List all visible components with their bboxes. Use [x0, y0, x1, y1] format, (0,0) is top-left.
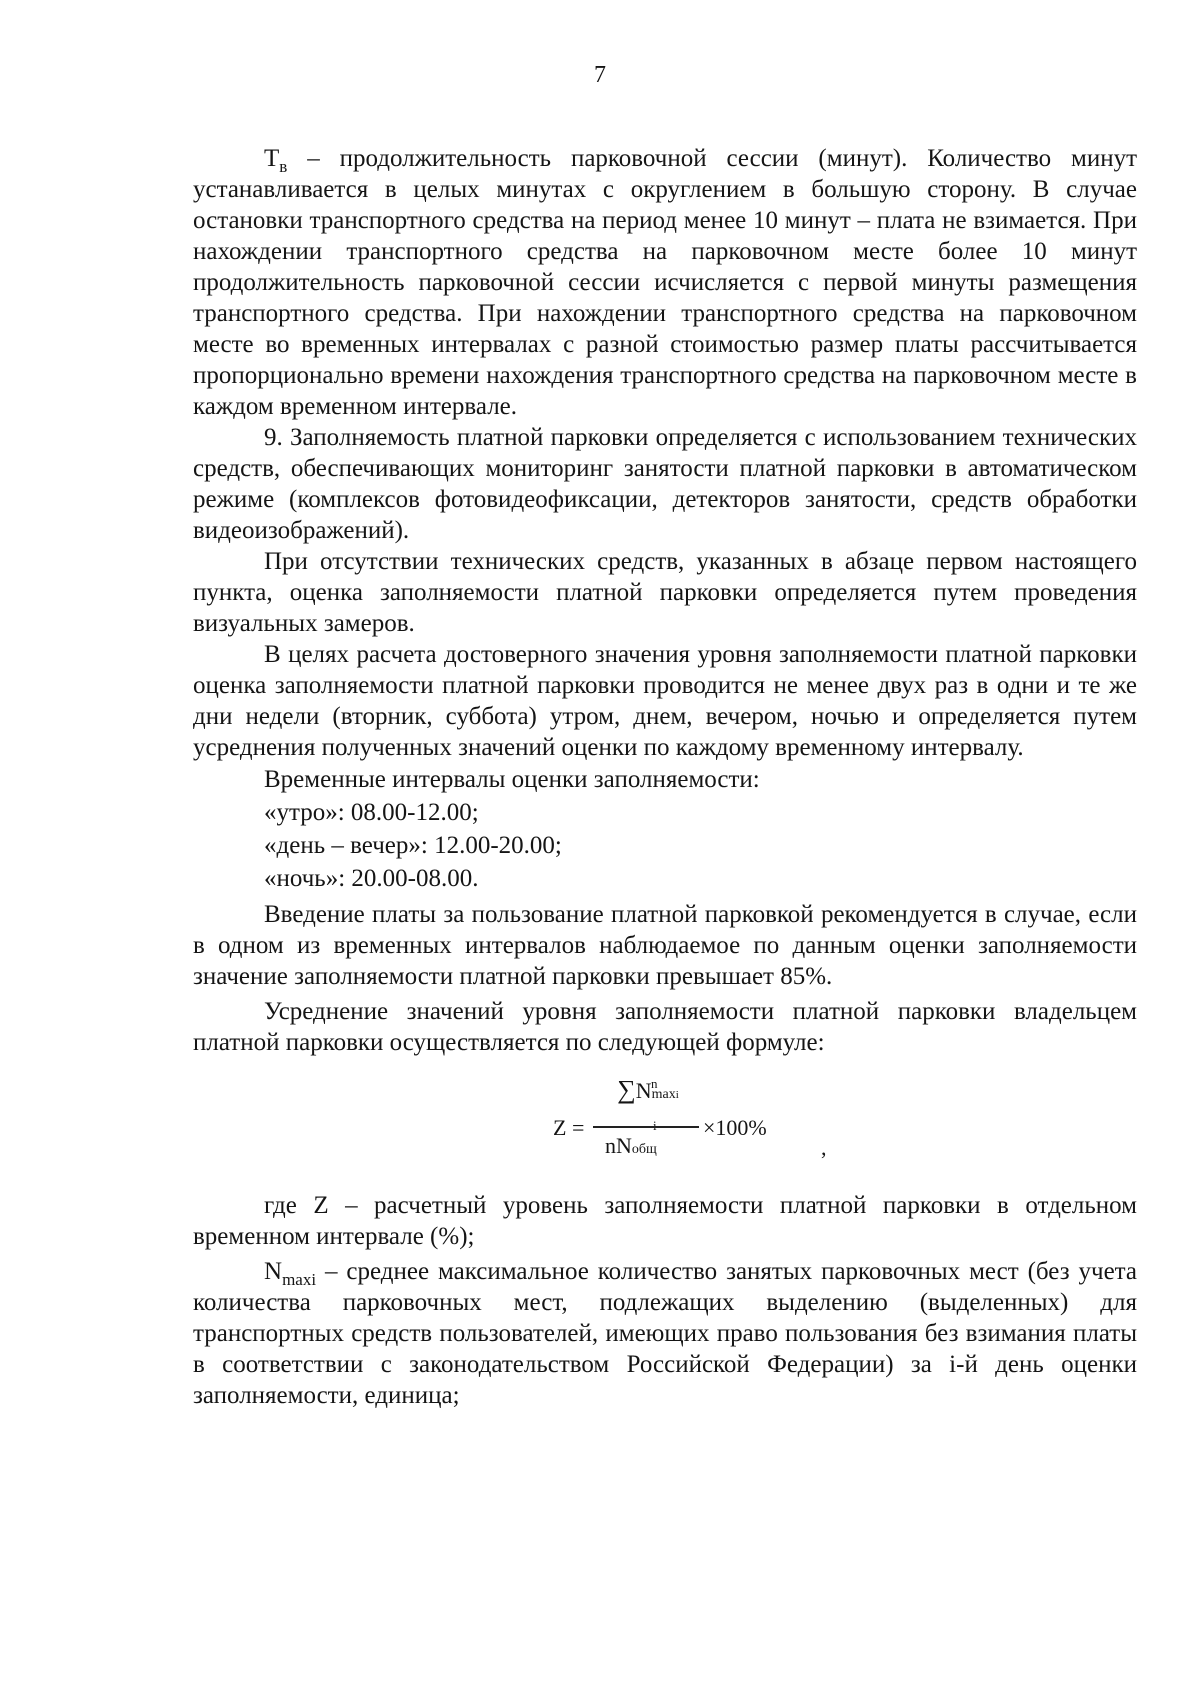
- page-number: 7: [594, 62, 606, 88]
- occupancy-formula: [553, 1070, 853, 1180]
- document-body: [193, 143, 1137, 1411]
- formula-multiplier: ×100%: [703, 1115, 767, 1140]
- nmax-definition: – среднее максимальное количество занятых парковочных мест (без учета количества парковочных мест, подлежащих выделению (выделенных) для транспортных средств пользователей, имеющих право пользования без взимания платы в соответствии с законодательством Российской Федерации) за i-й день оценки заполняемости, единица;: [193, 1258, 1137, 1409]
- formula-block: [193, 1070, 1137, 1180]
- paragraph-fee: Введение платы за пользование платной парковкой рекомендуется в случае, если в одном из временных интервалов наблюдаемое по данным оценки заполняемости значение заполняемости платной парковки превышает 85%.: [193, 901, 1137, 990]
- nmax-subscript: maxi: [282, 1270, 317, 1289]
- formula-numerator: [593, 1074, 703, 1111]
- paragraph-9: 9. Заполняемость платной парковки определяется с использованием технических средств, обеспечивающих мониторинг занятости платной парковки в автоматическом режиме (комплексов фотовидеофиксации, детекторов занятости, средств обработки видеоизображений).: [193, 424, 1137, 544]
- formula-denominator-var: nN: [605, 1133, 632, 1158]
- formula-numerator-var: N: [635, 1078, 652, 1103]
- interval-morning: «утро»: 08.00-12.00;: [264, 799, 479, 826]
- paragraph-averaging: Усреднение значений уровня заполняемости платной парковки владельцем платной парковки осуществляется по следующей формуле:: [193, 998, 1137, 1056]
- paragraph-where: где Z – расчетный уровень заполняемости платной парковки в отдельном временном интервале (%);: [193, 1192, 1137, 1250]
- intervals-list: [193, 763, 1137, 895]
- paragraph-absence: При отсутствии технических средств, указанных в абзаце первом настоящего пункта, оценка заполняемости платной парковки определяется путем проведения визуальных замеров.: [193, 548, 1137, 637]
- tv-subscript: в: [279, 157, 288, 176]
- formula-sigma: ∑: [617, 1075, 636, 1104]
- formula-numerator-sub-i: i: [675, 1089, 679, 1101]
- tv-symbol: Т: [264, 145, 280, 172]
- paragraph-purpose: В целях расчета достоверного значения уровня заполняемости платной парковки оценка заполняемости платной парковки проводится не менее двух раз в одни и те же дни недели (вторник, суббота) утром, днем, вечером, ночью и определяется путем усреднения полученных значений оценки по каждому временному интервалу.: [193, 641, 1137, 761]
- formula-denominator-sub: общ: [631, 1142, 657, 1157]
- tv-definition: – продолжительность парковочной сессии (минут). Количество минут устанавливается в целых минутах с округлением в большую сторону. В случае остановки транспортного средства на период менее 10 минут – плата не взимается. При нахождении транспортного средства на парковочном месте более 10 минут продолжительность парковочной сессии исчисляется с первой минуты размещения транспортного средства. При нахождении транспортного средства на парковочном месте во временных интервалах с разной стоимостью размер платы рассчитывается пропорционально времени нахождения транспортного средства на парковочном месте в каждом временном интервале.: [193, 145, 1137, 420]
- formula-comma: ,: [821, 1135, 827, 1160]
- formula-denominator: [605, 1130, 657, 1165]
- formula-sum-upper-limit: n: [651, 1076, 658, 1091]
- paragraph-tv: [193, 143, 1137, 422]
- formula-numerator-sub: max: [651, 1087, 676, 1102]
- nmax-symbol: N: [264, 1258, 283, 1285]
- formula-fraction-line: [593, 1126, 699, 1128]
- interval-night: «ночь»: 20.00-08.00.: [264, 865, 479, 892]
- paragraph-nmax: [193, 1256, 1137, 1411]
- interval-day-evening: «день – вечер»: 12.00-20.00;: [264, 832, 562, 859]
- formula-lhs: Z =: [553, 1115, 585, 1140]
- intervals-title: Временные интервалы оценки заполняемости:: [264, 766, 760, 793]
